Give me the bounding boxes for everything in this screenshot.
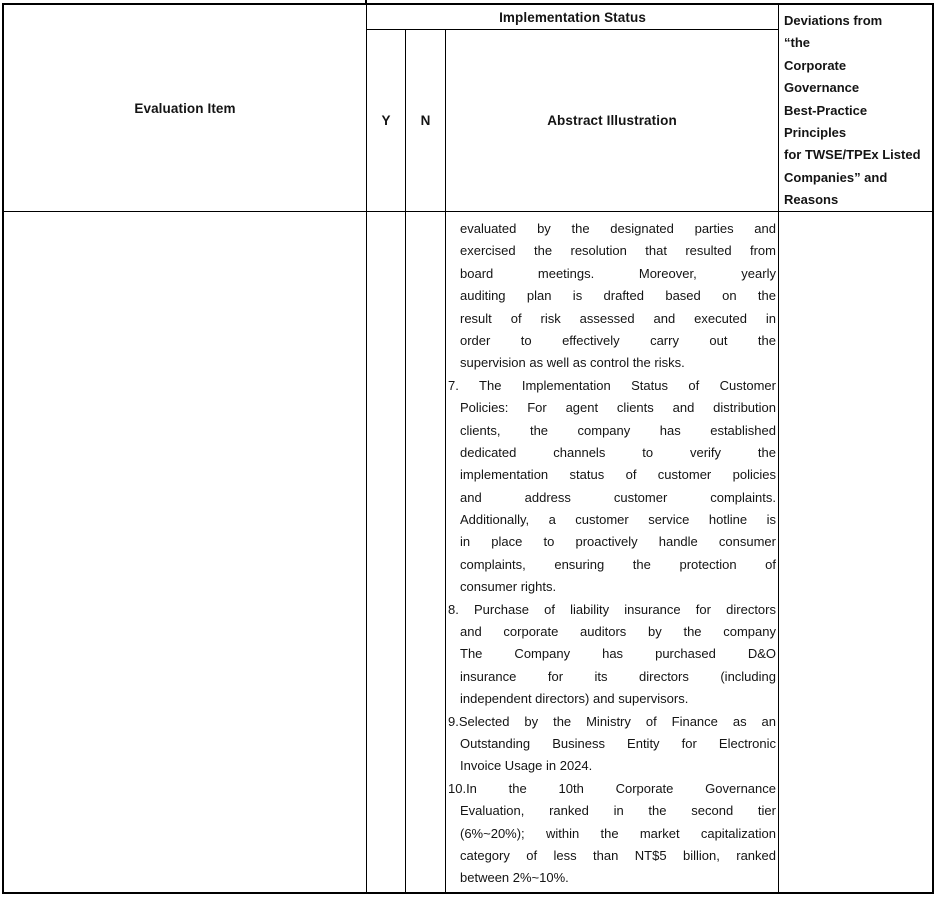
abstract-text-line: Invoice Usage in 2024. <box>460 758 593 774</box>
header-col-n: N <box>406 30 446 212</box>
abstract-text-line: 7. The Implementation Status of Customer <box>448 377 776 393</box>
deviations-header-line: Companies” and <box>784 169 888 185</box>
header-implementation-status: Implementation Status <box>367 5 779 30</box>
abstract-text-line: insurance for its directors (including <box>460 668 776 684</box>
abstract-text-line: consumer rights. <box>460 579 557 595</box>
header-evaluation-item: Evaluation Item <box>4 5 367 212</box>
abstract-text-line: between 2%~10%. <box>460 870 569 886</box>
abstract-text-line: implementation status of customer policies <box>460 467 776 483</box>
corporate-governance-table <box>2 3 934 894</box>
abstract-text-line: complaints, ensuring the protection of <box>460 556 776 572</box>
header-col-y: Y <box>367 30 406 212</box>
abstract-text-line: order to effectively carry out the <box>460 332 776 348</box>
deviations-header-line: Deviations from <box>784 13 883 28</box>
deviations-header-line: for TWSE/TPEx Listed <box>784 147 921 163</box>
deviations-header-line: Best-Practice <box>784 102 868 118</box>
abstract-text-line: exercised the resolution that resulted from <box>460 243 776 259</box>
abstract-text-line: clients, the company has established <box>460 422 776 438</box>
header-abstract-illustration: Abstract Illustration <box>446 30 779 212</box>
abstract-text-line: and address customer complaints. <box>460 489 776 505</box>
deviations-header-line: Reasons <box>784 192 839 208</box>
deviations-header-line: Corporate <box>784 57 847 73</box>
abstract-text-line: board meetings. Moreover, yearly <box>460 265 776 281</box>
abstract-text-line: 9.Selected by the Ministry of Finance as an <box>448 713 776 729</box>
abstract-text-line: (6%~20%); within the market capitalization <box>460 825 776 841</box>
abstract-text-line: 10.In the 10th Corporate Governance <box>448 780 776 796</box>
abstract-text-line: in place to proactively handle consumer <box>460 534 776 550</box>
abstract-text-line: Policies: For agent clients and distribution <box>460 400 776 416</box>
abstract-text-line: Additionally, a customer service hotline is <box>460 512 776 528</box>
abstract-text-line: and corporate auditors by the company <box>460 624 776 640</box>
abstract-text-line: 8. Purchase of liability insurance for directors <box>448 601 776 617</box>
abstract-text-line: independent directors) and supervisors. <box>460 691 689 707</box>
body-abstract-illustration-cell <box>446 212 779 892</box>
abstract-text-line: result of risk assessed and executed in <box>460 310 776 326</box>
abstract-text-line: Outstanding Business Entity for Electronic <box>460 735 776 751</box>
deviations-header-line: Governance <box>784 80 860 96</box>
body-n-cell <box>406 212 446 892</box>
body-deviations-cell <box>779 212 932 892</box>
deviations-header-line: Principles <box>784 125 847 141</box>
abstract-text-line: dedicated channels to verify the <box>460 444 776 460</box>
abstract-text-line: supervision as well as control the risks. <box>460 355 685 371</box>
deviations-header-line: “the <box>784 35 810 51</box>
abstract-text-line: auditing plan is drafted based on the <box>460 288 776 304</box>
abstract-text-line: evaluated by the designated parties and <box>460 221 776 236</box>
header-deviations <box>779 5 932 212</box>
body-y-cell <box>367 212 406 892</box>
abstract-text-line: category of less than NT$5 billion, ranked <box>460 847 776 863</box>
abstract-text-line: Evaluation, ranked in the second tier <box>460 803 776 819</box>
body-evaluation-item-cell <box>4 212 367 892</box>
abstract-text-line: The Company has purchased D&O <box>460 646 776 662</box>
